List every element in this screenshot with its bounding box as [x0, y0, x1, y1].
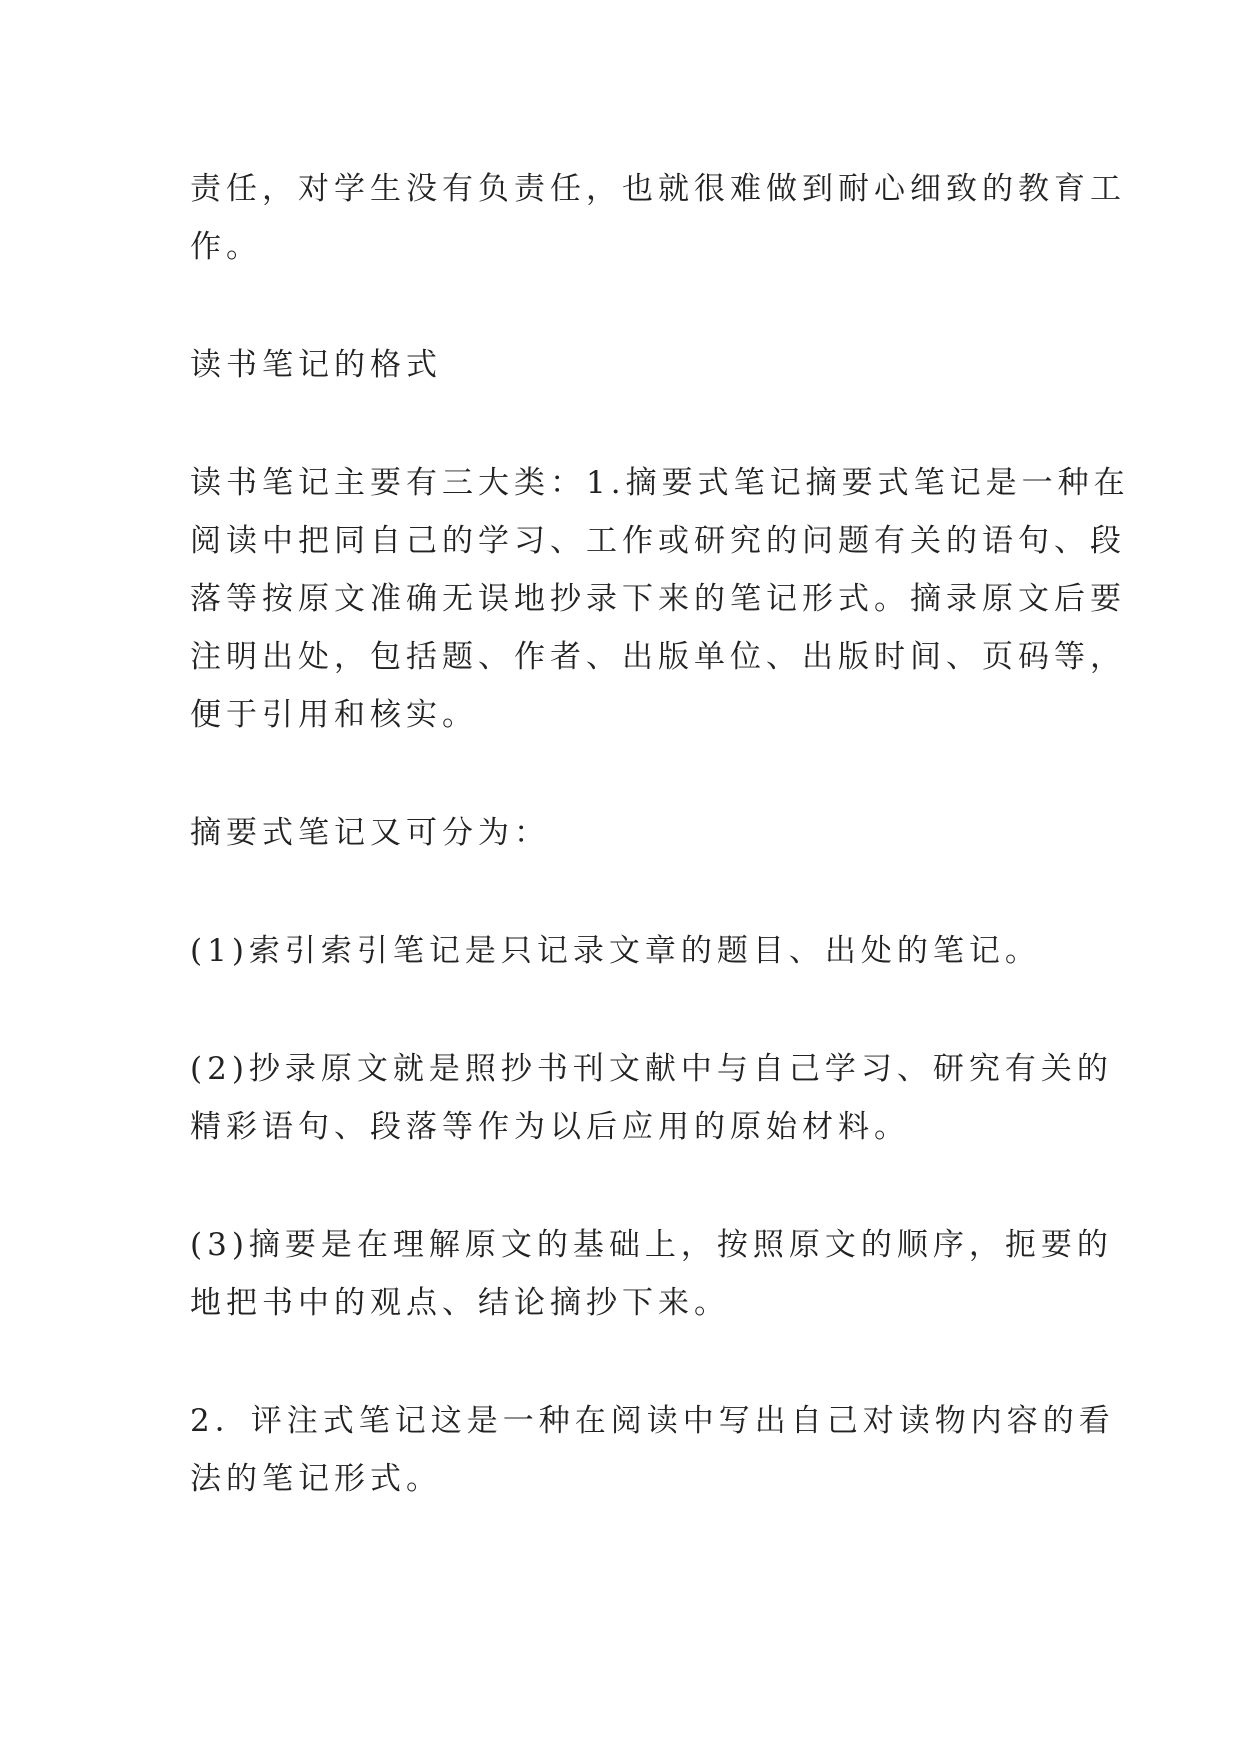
text-line: 摘要式笔记又可分为：	[190, 815, 550, 851]
text-line: (2)抄录原文就是照抄书刊文献中与自己学习、研究有关的	[190, 1051, 1113, 1087]
text-line: 2．评注式笔记这是一种在阅读中写出自己对读物内容的看	[190, 1403, 1115, 1439]
text-line: 便于引用和核实。	[190, 697, 478, 733]
text-line: 阅读中把同自己的学习、工作或研究的问题有关的语句、段	[190, 523, 1126, 559]
paragraph-4	[190, 804, 1070, 862]
section-heading	[190, 336, 1070, 394]
paragraph-3	[190, 454, 1130, 744]
text-line: 注明出处，包括题、作者、出版单位、出版时间、页码等，	[190, 639, 1126, 675]
text-line: 法的笔记形式。	[190, 1461, 442, 1497]
text-line: (1)索引索引笔记是只记录文章的题目、出处的笔记。	[190, 933, 1041, 969]
paragraph-5	[190, 922, 1070, 980]
heading-text: 读书笔记的格式	[190, 347, 442, 383]
text-line: 地把书中的观点、结论摘抄下来。	[190, 1285, 730, 1321]
text-line: 责任，对学生没有负责任，也就很难做到耐心细致的教育工	[190, 171, 1126, 207]
paragraph-6	[190, 1040, 1113, 1156]
document-body	[190, 160, 1130, 1568]
text-line: 落等按原文准确无误地抄录下来的笔记形式。摘录原文后要	[190, 581, 1126, 617]
text-line: 作。	[190, 229, 262, 265]
text-line: 读书笔记主要有三大类：1.摘要式笔记摘要式笔记是一种在	[190, 465, 1130, 501]
paragraph-7	[190, 1216, 1113, 1332]
text-line: 精彩语句、段落等作为以后应用的原始材料。	[190, 1109, 910, 1145]
paragraph-8	[190, 1392, 1115, 1508]
text-line: (3)摘要是在理解原文的基础上，按照原文的顺序，扼要的	[190, 1227, 1113, 1263]
paragraph-1	[190, 160, 1126, 276]
